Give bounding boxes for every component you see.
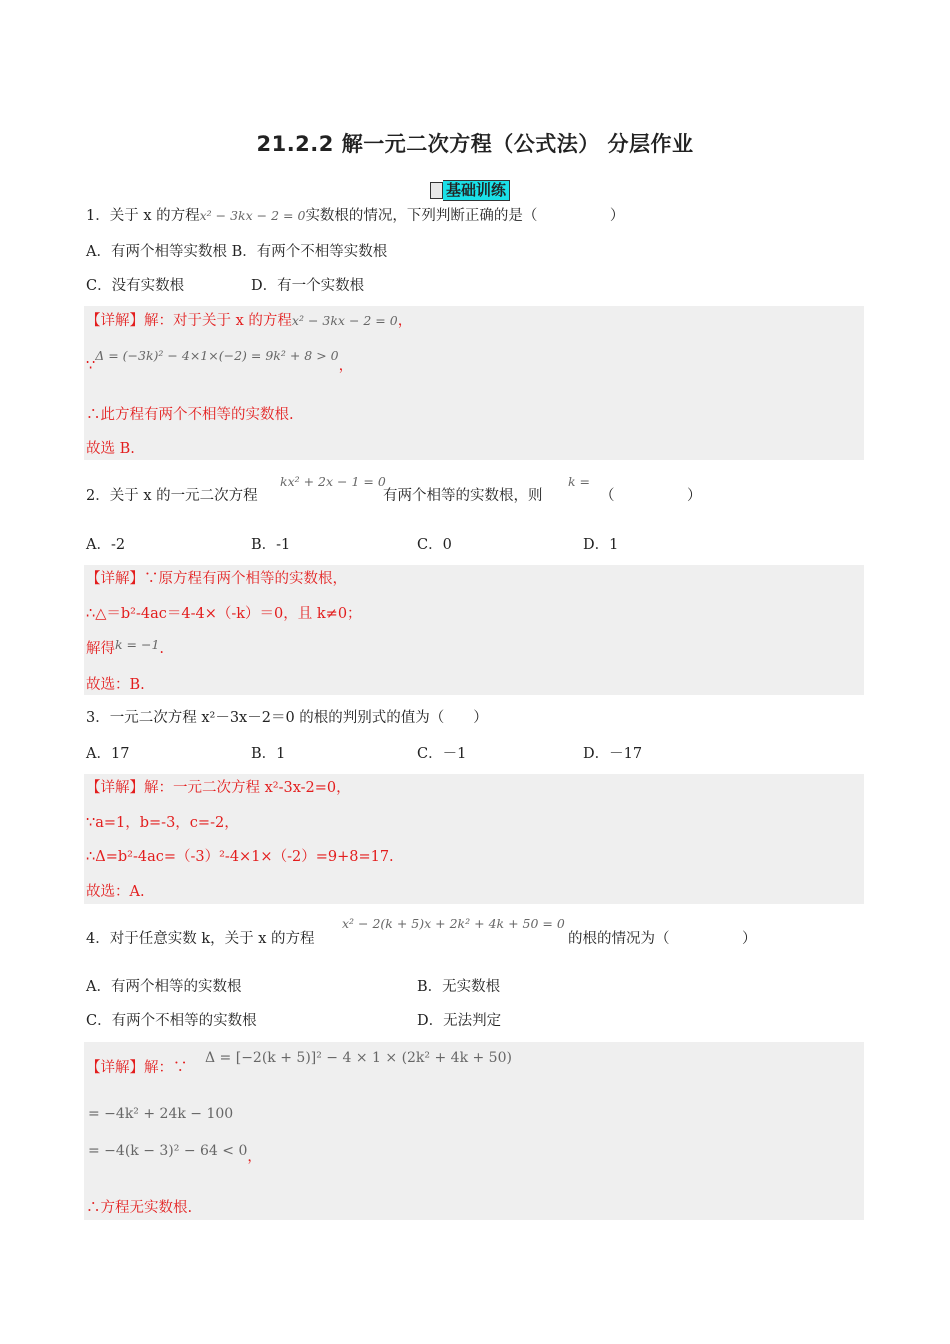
q2-option-c: C．0 <box>417 537 452 553</box>
section-header <box>430 180 510 201</box>
q4-solution-line1: 【详解】解：∵ <box>86 1060 188 1076</box>
q2-option-a: A．-2 <box>86 537 126 553</box>
q3-solution-line3: ∴Δ=b²-4ac=（-3）²-4×1×（-2）=9+8=17. <box>86 849 394 865</box>
q2-option-b: B．-1 <box>251 537 291 553</box>
q2-stem-post: （ ） <box>600 488 702 504</box>
q1-solution-line3: ∴此方程有两个不相等的实数根. <box>86 407 294 423</box>
q1-option-c: C．没有实数根 <box>86 278 185 294</box>
q4-option-d: D．无法判定 <box>417 1013 502 1029</box>
q4-solution-line3: = −4(k − 3)² − 64 < 0， <box>88 1143 262 1165</box>
q2-stem-mid: 有两个相等的实数根，则 <box>383 488 543 504</box>
q2-solution-line4: 故选：B. <box>86 677 145 693</box>
q3-stem: 3．一元二次方程 x²－3x－2＝0 的根的判别式的值为（ ） <box>86 710 488 726</box>
q2-equation: kx² + 2x − 1 = 0 <box>280 474 386 489</box>
q4-option-a: A．有两个相等的实数根 <box>86 979 242 995</box>
q1-solution-line1: 【详解】解：对于关于 x 的方程x² − 3kx − 2 = 0， <box>86 313 413 329</box>
q4-solution-delta: Δ = [−2(k + 5)]² − 4 × 1 × (2k² + 4k + 50) <box>205 1050 512 1066</box>
q3-solution-line2: ∵a=1，b=-3，c=-2， <box>86 815 239 831</box>
q2-k-equals: k = <box>568 474 591 489</box>
q4-option-c: C．有两个不相等的实数根 <box>86 1013 257 1029</box>
q4-option-b: B．无实数根 <box>417 979 501 995</box>
q2-option-d: D．1 <box>583 537 619 553</box>
q4-stem-post: 的根的情况为（ ） <box>568 931 757 947</box>
section-marker <box>430 182 443 199</box>
q2-solution-line1: 【详解】∵原方程有两个相等的实数根， <box>86 571 347 587</box>
q1-solution-line2: ∵Δ = (−3k)² − 4×1×(−2) = 9k² + 8 > 0， <box>86 348 354 374</box>
q3-option-b: B．1 <box>251 746 286 762</box>
q3-option-c: C．－1 <box>417 746 467 762</box>
q4-solution-line4: ∴方程无实数根. <box>86 1200 193 1216</box>
q3-solution-line1: 【详解】解：一元二次方程 x²-3x-2=0， <box>86 780 351 796</box>
section-label: 基础训练 <box>443 180 510 201</box>
q3-option-d: D．－17 <box>583 746 643 762</box>
q4-solution-box <box>84 1042 864 1220</box>
q2-solution-line2: ∴△＝b²-4ac＝4-4×（-k）＝0，且 k≠0； <box>86 606 362 622</box>
q4-solution-line2: = −4k² + 24k − 100 <box>88 1106 234 1122</box>
q1-equation: x² − 3kx − 2 = 0 <box>199 208 306 223</box>
q4-stem-pre: 4．对于任意实数 k，关于 x 的方程 <box>86 931 315 947</box>
q2-solution-line3: 解得k = −1. <box>86 637 165 657</box>
q3-option-a: A．17 <box>86 746 130 762</box>
q1-solution-line4: 故选 B. <box>86 441 135 457</box>
q1-option-ab: A．有两个相等实数根 B．有两个不相等实数根 <box>86 244 388 260</box>
q1-stem: 1．关于 x 的方程x² − 3kx − 2 = 0实数根的情况，下列判断正确的是（ ） <box>86 208 625 224</box>
q4-equation: x² − 2(k + 5)x + 2k² + 4k + 50 = 0 <box>342 916 565 931</box>
q2-stem: 2．关于 x 的一元二次方程 <box>86 488 258 504</box>
q1-option-d: D．有一个实数根 <box>251 278 365 294</box>
page-title: 21.2.2 解一元二次方程（公式法） 分层作业 <box>256 132 694 156</box>
q3-solution-line4: 故选：A. <box>86 884 145 900</box>
